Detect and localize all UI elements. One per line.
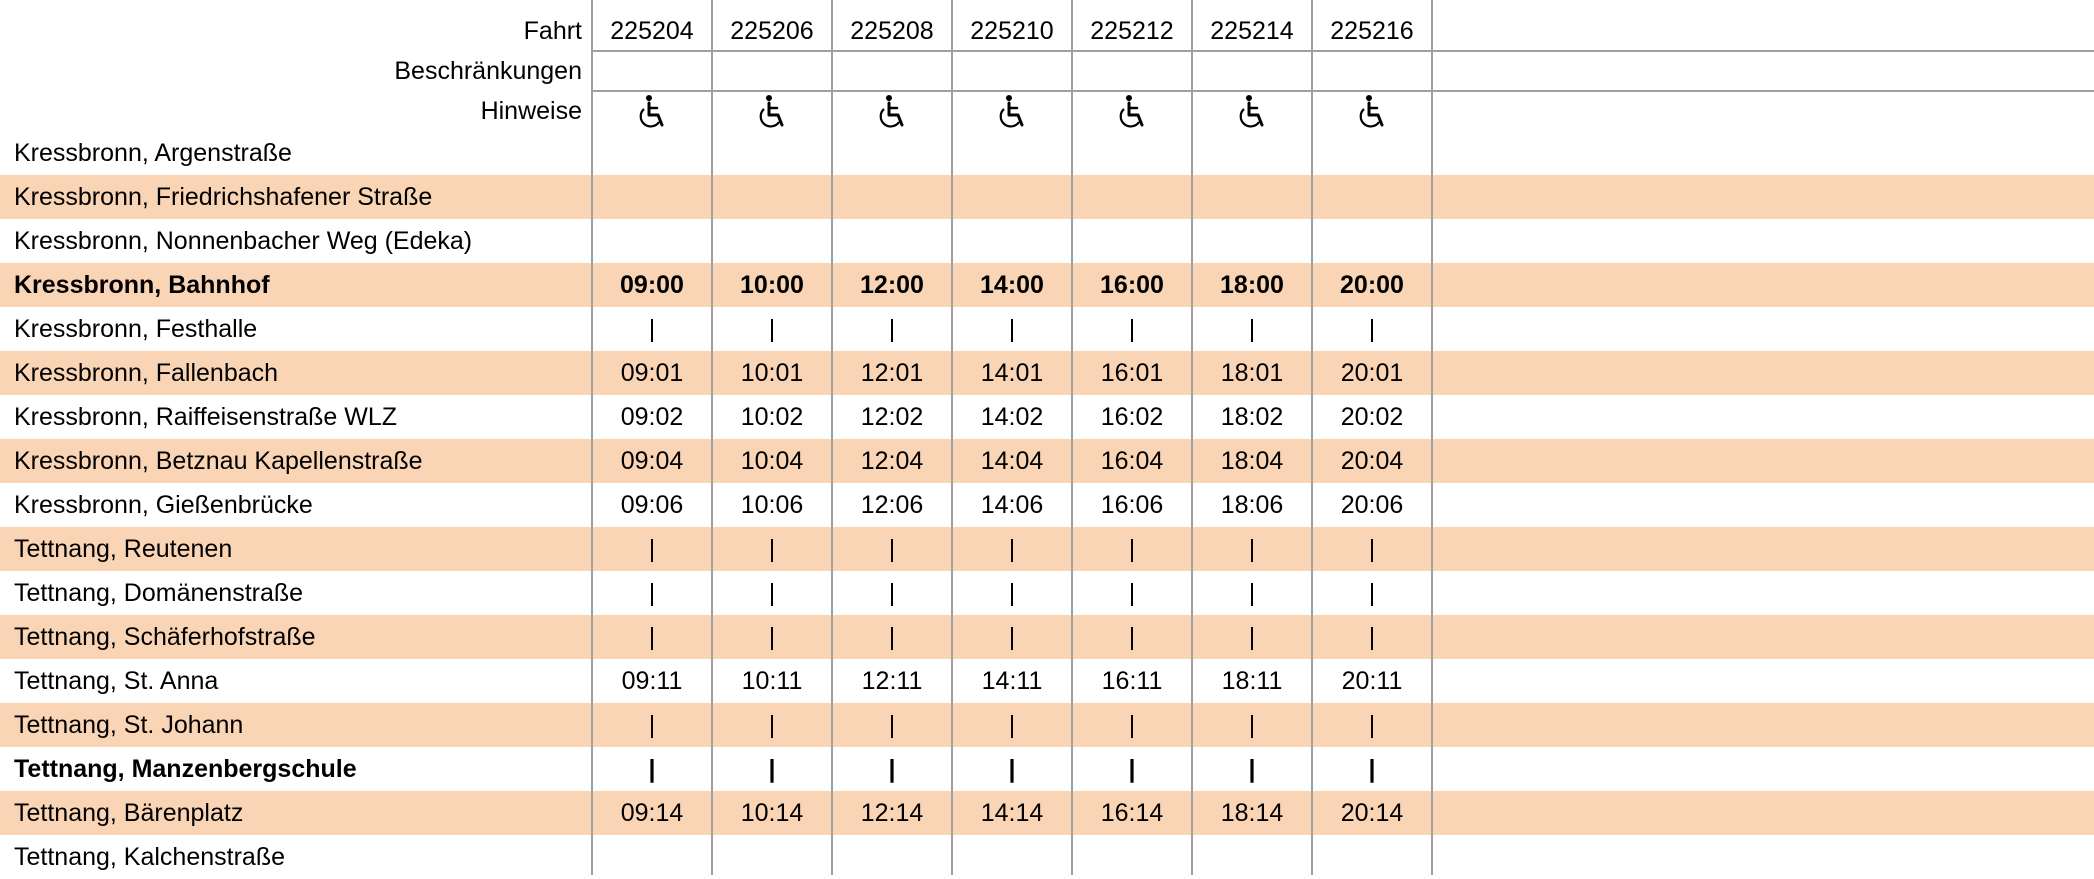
stop-row — [0, 703, 2094, 747]
column-divider — [1431, 0, 1433, 875]
pass-through-marker: | — [768, 535, 776, 563]
header-divider — [592, 90, 2094, 92]
column-divider — [831, 0, 833, 875]
departure-time: 20:02 — [1340, 403, 1404, 431]
pass-through-marker: | — [648, 315, 656, 343]
stop-row — [0, 835, 2094, 879]
trip-number: 225204 — [610, 17, 694, 45]
departure-time — [832, 219, 952, 263]
trip-number: 225214 — [1210, 17, 1294, 45]
pass-through-marker: | — [1248, 315, 1256, 343]
stop-row — [0, 263, 2094, 307]
stop-name: Kressbronn, Festhalle — [14, 315, 258, 343]
departure-time: 12:02 — [860, 403, 924, 431]
departure-time: 09:01 — [620, 359, 684, 387]
departure-time — [592, 175, 712, 219]
pass-through-marker: | — [1368, 711, 1376, 739]
pass-through-marker: | — [768, 579, 776, 607]
departure-time: 18:02 — [1220, 403, 1284, 431]
wheelchair-icon — [592, 89, 712, 133]
stop-row — [0, 571, 2094, 615]
wheelchair-icon — [832, 89, 952, 133]
departure-time: 18:04 — [1220, 447, 1284, 475]
column-divider — [591, 0, 593, 875]
stop-name: Kressbronn, Bahnhof — [14, 271, 270, 299]
departure-time: 16:06 — [1100, 491, 1164, 519]
departure-time: 14:00 — [980, 271, 1044, 299]
departure-time — [712, 175, 832, 219]
departure-time — [1192, 219, 1312, 263]
pass-through-marker: | — [768, 755, 776, 783]
departure-time — [1312, 835, 1432, 879]
departure-time: 16:04 — [1100, 447, 1164, 475]
wheelchair-icon — [1312, 89, 1432, 133]
pass-through-marker: | — [1128, 755, 1136, 783]
stop-row — [0, 307, 2094, 351]
departure-time — [712, 835, 832, 879]
pass-through-marker: | — [1008, 755, 1016, 783]
departure-time: 18:00 — [1220, 271, 1284, 299]
departure-time: 18:01 — [1220, 359, 1284, 387]
pass-through-marker: | — [1368, 535, 1376, 563]
trip-number: 225210 — [970, 17, 1054, 45]
beschraenkungen-label: Beschränkungen — [394, 57, 582, 85]
departure-time — [1072, 219, 1192, 263]
departure-time: 12:14 — [860, 799, 924, 827]
pass-through-marker: | — [888, 535, 896, 563]
departure-time: 10:00 — [740, 271, 804, 299]
departure-time: 20:04 — [1340, 447, 1404, 475]
stop-name: Tettnang, Reutenen — [14, 535, 233, 563]
departure-time — [592, 131, 712, 175]
pass-through-marker: | — [1128, 315, 1136, 343]
stop-row — [0, 747, 2094, 791]
departure-time: 14:06 — [980, 491, 1044, 519]
departure-time — [712, 131, 832, 175]
pass-through-marker: | — [648, 579, 656, 607]
stop-name: Tettnang, Manzenbergschule — [14, 755, 357, 783]
header-row-beschraenkungen — [0, 49, 2094, 93]
departure-time: 16:01 — [1100, 359, 1164, 387]
departure-time: 09:00 — [620, 271, 684, 299]
stop-name: Kressbronn, Betznau Kapellenstraße — [14, 447, 423, 475]
departure-time — [1312, 175, 1432, 219]
departure-time: 12:04 — [860, 447, 924, 475]
column-divider — [1071, 0, 1073, 875]
stop-name: Kressbronn, Raiffeisenstraße WLZ — [14, 403, 398, 431]
stop-row — [0, 483, 2094, 527]
departure-time — [1192, 835, 1312, 879]
stop-row — [0, 527, 2094, 571]
wheelchair-icon — [1192, 89, 1312, 133]
departure-time — [1192, 175, 1312, 219]
pass-through-marker: | — [768, 315, 776, 343]
departure-time: 10:02 — [740, 403, 804, 431]
pass-through-marker: | — [888, 711, 896, 739]
departure-time: 10:14 — [740, 799, 804, 827]
departure-time — [1312, 219, 1432, 263]
pass-through-marker: | — [1008, 711, 1016, 739]
departure-time: 16:11 — [1101, 667, 1163, 695]
column-divider — [1311, 0, 1313, 875]
wheelchair-icon — [952, 89, 1072, 133]
pass-through-marker: | — [1368, 315, 1376, 343]
departure-time: 20:14 — [1340, 799, 1404, 827]
stop-name: Kressbronn, Gießenbrücke — [14, 491, 313, 519]
pass-through-marker: | — [768, 623, 776, 651]
departure-time: 12:01 — [860, 359, 924, 387]
pass-through-marker: | — [888, 579, 896, 607]
departure-time — [952, 175, 1072, 219]
departure-time — [832, 835, 952, 879]
stop-name: Tettnang, Bärenplatz — [14, 799, 244, 827]
departure-time: 18:11 — [1221, 667, 1283, 695]
departure-time: 14:04 — [980, 447, 1044, 475]
pass-through-marker: | — [1248, 755, 1256, 783]
pass-through-marker: | — [1248, 711, 1256, 739]
pass-through-marker: | — [648, 535, 656, 563]
departure-time — [1072, 175, 1192, 219]
departure-time — [592, 219, 712, 263]
pass-through-marker: | — [1368, 623, 1376, 651]
stop-row — [0, 219, 2094, 263]
departure-time: 09:14 — [620, 799, 684, 827]
departure-time — [592, 835, 712, 879]
trip-number: 225208 — [850, 17, 934, 45]
header-row-hinweise — [0, 89, 2094, 133]
departure-time: 10:04 — [740, 447, 804, 475]
pass-through-marker: | — [888, 755, 896, 783]
stop-name: Kressbronn, Fallenbach — [14, 359, 279, 387]
departure-time: 10:01 — [740, 359, 804, 387]
departure-time: 16:00 — [1100, 271, 1164, 299]
pass-through-marker: | — [1368, 755, 1376, 783]
stop-row — [0, 791, 2094, 835]
departure-time: 09:11 — [621, 667, 683, 695]
pass-through-marker: | — [1008, 535, 1016, 563]
departure-time — [1072, 835, 1192, 879]
stop-name: Tettnang, Schäferhofstraße — [14, 623, 316, 651]
departure-time: 20:11 — [1341, 667, 1403, 695]
departure-time: 12:06 — [860, 491, 924, 519]
departure-time — [832, 131, 952, 175]
departure-time: 16:02 — [1100, 403, 1164, 431]
pass-through-marker: | — [648, 623, 656, 651]
departure-time: 20:06 — [1340, 491, 1404, 519]
pass-through-marker: | — [1128, 711, 1136, 739]
pass-through-marker: | — [1128, 579, 1136, 607]
stop-name: Tettnang, St. Johann — [14, 711, 244, 739]
departure-time: 14:11 — [981, 667, 1043, 695]
departure-time — [952, 835, 1072, 879]
stop-row — [0, 659, 2094, 703]
departure-time — [1192, 131, 1312, 175]
pass-through-marker: | — [768, 711, 776, 739]
departure-time — [1072, 131, 1192, 175]
departure-time: 10:06 — [740, 491, 804, 519]
hinweise-label: Hinweise — [480, 97, 582, 125]
wheelchair-icon — [1072, 89, 1192, 133]
departure-time: 20:00 — [1340, 271, 1404, 299]
pass-through-marker: | — [888, 623, 896, 651]
pass-through-marker: | — [1008, 579, 1016, 607]
departure-time: 14:01 — [980, 359, 1044, 387]
departure-time: 18:14 — [1220, 799, 1284, 827]
fahrt-label: Fahrt — [523, 17, 582, 45]
pass-through-marker: | — [648, 711, 656, 739]
trip-number: 225216 — [1330, 17, 1414, 45]
pass-through-marker: | — [1248, 623, 1256, 651]
departure-time: 09:06 — [620, 491, 684, 519]
stop-name: Kressbronn, Nonnenbacher Weg (Edeka) — [14, 227, 473, 255]
stop-row — [0, 351, 2094, 395]
pass-through-marker: | — [888, 315, 896, 343]
trip-number: 225206 — [730, 17, 814, 45]
stop-name: Tettnang, St. Anna — [14, 667, 219, 695]
departure-time — [952, 131, 1072, 175]
departure-time: 09:02 — [620, 403, 684, 431]
header-row-fahrt — [0, 9, 2094, 53]
departure-time: 10:11 — [741, 667, 803, 695]
stop-name: Kressbronn, Argenstraße — [14, 139, 292, 167]
stop-row — [0, 175, 2094, 219]
departure-time: 14:02 — [980, 403, 1044, 431]
pass-through-marker: | — [1128, 623, 1136, 651]
pass-through-marker: | — [1008, 623, 1016, 651]
pass-through-marker: | — [1008, 315, 1016, 343]
pass-through-marker: | — [1248, 535, 1256, 563]
departure-time: 09:04 — [620, 447, 684, 475]
header-divider — [592, 50, 2094, 52]
departure-time — [712, 219, 832, 263]
stop-row — [0, 395, 2094, 439]
departure-time: 16:14 — [1100, 799, 1164, 827]
trip-number: 225212 — [1090, 17, 1174, 45]
pass-through-marker: | — [1248, 579, 1256, 607]
pass-through-marker: | — [648, 755, 656, 783]
departure-time — [952, 219, 1072, 263]
column-divider — [711, 0, 713, 875]
stop-name: Tettnang, Kalchenstraße — [14, 843, 285, 871]
departure-time: 20:01 — [1340, 359, 1404, 387]
departure-time: 12:11 — [861, 667, 923, 695]
column-divider — [1191, 0, 1193, 875]
departure-time: 12:00 — [860, 271, 924, 299]
pass-through-marker: | — [1128, 535, 1136, 563]
stop-row — [0, 131, 2094, 175]
column-divider — [951, 0, 953, 875]
departure-time: 18:06 — [1220, 491, 1284, 519]
stop-row — [0, 439, 2094, 483]
stop-name: Tettnang, Domänenstraße — [14, 579, 304, 607]
stop-row — [0, 615, 2094, 659]
stop-name: Kressbronn, Friedrichshafener Straße — [14, 183, 433, 211]
wheelchair-icon — [712, 89, 832, 133]
departure-time — [1312, 131, 1432, 175]
departure-time: 14:14 — [980, 799, 1044, 827]
pass-through-marker: | — [1368, 579, 1376, 607]
departure-time — [832, 175, 952, 219]
